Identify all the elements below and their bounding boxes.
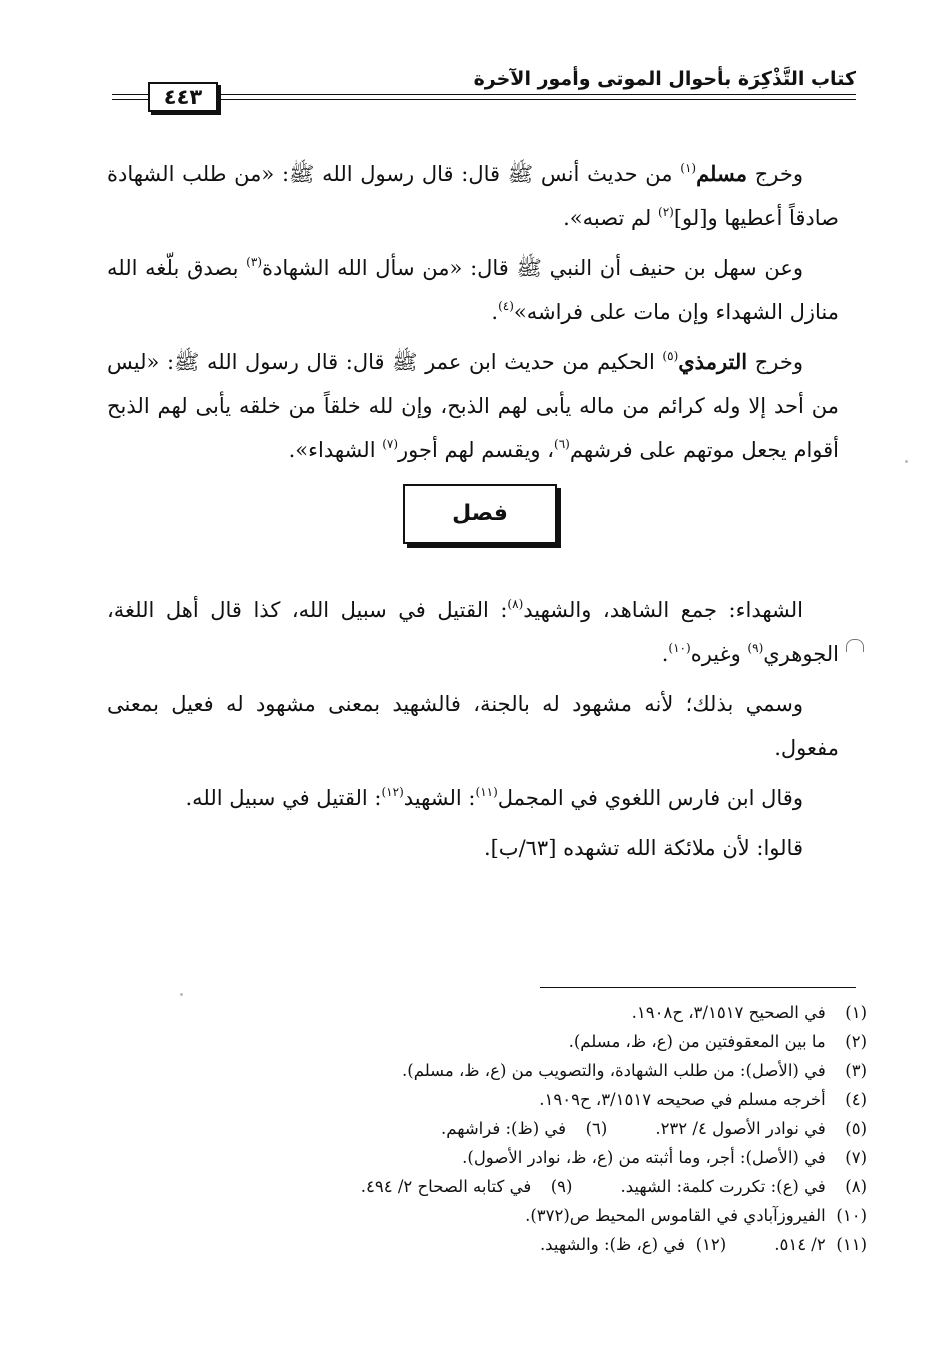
paragraph <box>107 588 839 676</box>
bold-name: مسلم <box>696 161 747 186</box>
footnote-number: (٧) <box>845 1148 867 1167</box>
paragraph <box>107 246 839 334</box>
footnote-ref: (٢) <box>658 205 674 219</box>
footnote-text: في (ع): تكررت كلمة: الشهيد. <box>620 1177 831 1196</box>
footnote-text: في (ظ): فراشهم. <box>441 1119 572 1138</box>
footnote-ref: (٤) <box>498 299 514 313</box>
footnotes <box>87 998 867 1259</box>
header-rule <box>220 99 856 100</box>
text-run: وغيره <box>690 642 748 666</box>
text-run: من حديث أنس ﷺ قال: قال رسول الله ﷺ: «من طلب الشهادة صادقاً أعطيها و[لو] <box>107 162 839 230</box>
header-rule <box>220 94 856 95</box>
footnote-rule <box>540 987 856 988</box>
footnote-line <box>87 998 867 1027</box>
footnote-text: في كتابه الصحاح ٢/ ٤٩٤. <box>360 1177 537 1196</box>
footnote-ref: (١٠) <box>668 641 691 655</box>
footnote-number: (١١) <box>836 1235 867 1254</box>
footnote-line <box>87 1172 867 1201</box>
text-run: وسمي بذلك؛ لأنه مشهود له بالجنة، فالشهيد بمعنى مشهود له فعيل بمعنى مفعول. <box>107 692 839 760</box>
text-run: الشهداء». <box>288 438 383 462</box>
footnote-number: (٣) <box>845 1061 867 1080</box>
text-run: لم تصبه». <box>563 206 659 230</box>
paragraph-group <box>107 152 839 472</box>
margin-mark <box>846 639 864 652</box>
text-run: : القتيل في سبيل الله، كذا قال أهل اللغة، الجوهري <box>107 598 839 666</box>
footnote-ref: (٨) <box>507 597 524 611</box>
text-run: : القتيل في سبيل الله. <box>185 786 382 810</box>
footnote-number: (٢) <box>845 1032 867 1051</box>
header-rule <box>112 99 148 100</box>
paragraph <box>107 776 839 820</box>
footnote-ref: (٥) <box>662 349 679 363</box>
scan-speck <box>905 460 908 463</box>
footnote-ref: (٧) <box>382 437 399 451</box>
paragraph <box>107 826 839 870</box>
main-text <box>107 152 839 876</box>
footnote-text: أخرجه مسلم في صحيحه ٣/١٥١٧، ح١٩٠٩. <box>539 1090 831 1109</box>
text-run: الحكيم من حديث ابن عمر ﷺ قال: قال رسول الله ﷺ: «ليس من أحد إلا وله كرائم من ماله يأبى لهم الذبح، وإن لله خلقاً من خلقه يأبى لهم الذبح أقوام يجعل موتهم على فرشهم <box>107 350 839 462</box>
footnote-text: في (الأصل): أجر، وما أثبته من (ع، ظ، نوادر الأصول). <box>462 1148 831 1167</box>
footnote-line <box>87 1027 867 1056</box>
footnote-number: (١٠) <box>836 1206 867 1225</box>
paragraph <box>107 682 839 770</box>
text-run: : الشهيد <box>403 786 476 810</box>
footnote-line <box>87 1230 867 1259</box>
footnote-line <box>87 1143 867 1172</box>
footnote-number: (٩) <box>550 1177 573 1196</box>
footnote-line <box>87 1085 867 1114</box>
header-rule <box>112 94 148 95</box>
footnote-number: (٥) <box>845 1119 867 1138</box>
footnote-ref: (٣) <box>246 255 262 269</box>
footnote-number: (٤) <box>845 1090 867 1109</box>
footnote-number: (٨) <box>845 1177 867 1196</box>
footnote-ref: (٩) <box>747 641 764 655</box>
footnote-text: ما بين المعقوفتين من (ع، ظ، مسلم). <box>568 1032 831 1051</box>
footnote-number: (١٢) <box>695 1235 727 1254</box>
text-run: . <box>491 300 499 324</box>
text-run: ، ويقسم لهم أجور <box>398 438 555 462</box>
text-run: وقال ابن فارس اللغوي في المجمل <box>497 786 803 810</box>
section-divider <box>107 478 839 588</box>
footnote-text: في (ع، ظ): والشهيد. <box>539 1235 691 1254</box>
footnote-text: ٢/ ٥١٤. <box>774 1235 831 1254</box>
footnote-text: في الصحيح ٣/١٥١٧، ح١٩٠٨. <box>631 1003 831 1022</box>
scan-speck <box>180 993 183 996</box>
footnote-ref: (١١) <box>475 785 498 799</box>
footnote-ref: (١٢) <box>381 785 404 799</box>
footnote-number: (١) <box>845 1003 867 1022</box>
footnote-number: (٦) <box>585 1119 608 1138</box>
footnote-text: في نوادر الأصول ٤/ ٢٣٢. <box>655 1119 831 1138</box>
footnote-text: الفيروزآبادي في القاموس المحيط ص(٣٧٢). <box>525 1206 831 1225</box>
footnote-text: في (الأصل): من طلب الشهادة، والتصويب من (ع، ظ، مسلم). <box>402 1061 831 1080</box>
footnote-line <box>87 1056 867 1085</box>
paragraph-group <box>107 588 839 870</box>
text-run: . <box>661 642 669 666</box>
bold-name: الترمذي <box>678 349 748 374</box>
paragraph <box>107 340 839 472</box>
text-run: قالوا: لأن ملائكة الله تشهده [٦٣/ب]. <box>483 836 803 860</box>
text-run: وعن سهل بن حنيف أن النبي ﷺ قال: «من سأل الله الشهادة <box>262 256 803 280</box>
page-number: ٤٤٣ <box>148 82 218 112</box>
section-heading: فصل <box>403 484 557 544</box>
text-run: بصدق بلّغه الله منازل الشهداء وإن مات على فراشه» <box>107 256 839 324</box>
footnote-ref: (١) <box>680 161 697 175</box>
footnote-line <box>87 1114 867 1143</box>
text-run: وخرج <box>747 350 803 374</box>
running-title: كتاب التَّذْكِرَة بأحوال الموتى وأمور الآخرة <box>473 68 856 90</box>
paragraph <box>107 152 839 240</box>
footnote-ref: (٦) <box>554 437 570 451</box>
footnote-line <box>87 1201 867 1230</box>
text-run: الشهداء: جمع الشاهد، والشهيد <box>523 598 803 622</box>
text-run: وخرج <box>747 162 803 186</box>
page-header <box>112 62 856 114</box>
